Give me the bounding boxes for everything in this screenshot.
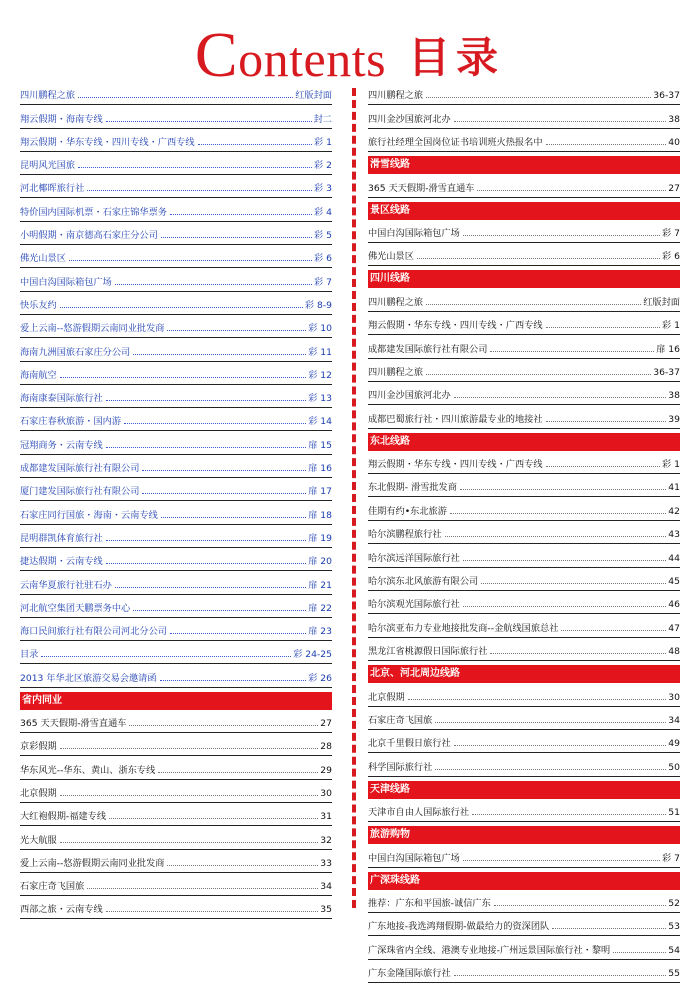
dot-leader	[109, 818, 318, 819]
entry-title: 翔云假期・华东专线・四川专线・广西专线	[368, 317, 544, 331]
entry-title: 河北航空集团天鹏票务中心	[20, 600, 131, 614]
dot-leader	[490, 653, 666, 654]
toc-entry[interactable]	[20, 641, 332, 664]
dot-leader	[161, 517, 306, 518]
toc-entry[interactable]	[368, 451, 680, 474]
dot-leader	[142, 493, 306, 494]
toc-entry[interactable]	[368, 474, 680, 497]
entry-title: 365 天天假期-滑雪直通车	[368, 180, 475, 194]
entry-page: 36-37	[653, 90, 680, 102]
toc-entry[interactable]	[20, 850, 332, 873]
toc-entry[interactable]	[368, 753, 680, 776]
toc-entry[interactable]	[20, 152, 332, 175]
entry-page: 44	[668, 552, 680, 564]
dot-leader	[106, 121, 312, 122]
entry-page: 54	[668, 944, 680, 956]
toc-entry[interactable]	[20, 595, 332, 618]
entry-title: 佛光山景区	[20, 250, 67, 264]
entry-page: 彩 8-9	[304, 299, 332, 311]
dot-leader	[494, 905, 667, 906]
entry-title: 北京假期	[368, 689, 406, 703]
entry-page: 彩 6	[314, 253, 332, 265]
entry-page: 彩 6	[662, 251, 680, 263]
dot-leader	[60, 748, 319, 749]
toc-entry[interactable]	[20, 455, 332, 478]
entry-title: 华东风光--华东、黄山、浙东专线	[20, 762, 156, 776]
entry-title: 四川鹏程之旅	[20, 87, 76, 101]
dot-leader	[546, 327, 660, 328]
toc-entry[interactable]	[368, 614, 680, 637]
toc-entry[interactable]	[368, 638, 680, 661]
entry-page: 红版封面	[295, 90, 332, 102]
dot-leader	[170, 214, 312, 215]
toc-entry[interactable]	[368, 129, 680, 152]
toc-entry[interactable]	[20, 338, 332, 361]
dot-leader	[133, 610, 306, 611]
dot-leader	[60, 795, 319, 796]
toc-entry[interactable]	[368, 105, 680, 128]
entry-page: 43	[668, 529, 680, 541]
entry-title: 小明假期・南京德高石家庄分公司	[20, 227, 159, 241]
toc-entry[interactable]	[368, 405, 680, 428]
entry-page: 30	[320, 787, 332, 799]
entry-page: 彩 7	[662, 852, 680, 864]
title-chinese: 目录	[408, 33, 505, 82]
section-header: 景区线路	[368, 202, 680, 220]
entry-title: 爱上云南--悠游假期云南同业批发商	[20, 855, 165, 869]
dot-leader	[106, 540, 307, 541]
contents-left-column	[20, 82, 332, 919]
entry-title: 特价国内国际机票・石家庄锦华票务	[20, 204, 168, 218]
toc-entry[interactable]	[20, 571, 332, 594]
contents-right-column	[368, 82, 680, 983]
dot-leader	[454, 975, 667, 976]
entry-page: 彩 13	[308, 393, 332, 405]
dot-leader	[115, 587, 306, 588]
entry-title: 成都建发国际旅行社有限公司	[20, 460, 140, 474]
dot-leader	[87, 888, 318, 889]
dot-leader	[160, 680, 307, 681]
entry-title: 河北椰晖旅行社	[20, 180, 85, 194]
toc-entry[interactable]	[20, 198, 332, 221]
entry-page: 35	[320, 904, 332, 916]
entry-title: 中国白沟国际箱包广场	[20, 274, 113, 288]
entry-title: 四川鹏程之旅	[368, 294, 424, 308]
dot-leader	[69, 260, 312, 261]
entry-title: 成都建发国际旅行社有限公司	[368, 341, 488, 355]
entry-title: 四川金沙国旅河北办	[368, 387, 452, 401]
entry-title: 推荐：广东和平国旅-诚信广东	[368, 895, 492, 909]
toc-entry[interactable]	[368, 521, 680, 544]
dot-leader	[158, 772, 318, 773]
entry-page: 封二	[313, 113, 332, 125]
entry-page: 33	[320, 857, 332, 869]
entry-page: 47	[668, 622, 680, 634]
entry-page: 扉 16	[656, 343, 680, 355]
entry-page: 彩 12	[308, 369, 332, 381]
entry-page: 42	[668, 505, 680, 517]
dot-leader	[106, 400, 307, 401]
toc-entry[interactable]	[20, 710, 332, 733]
entry-title: 广东金隆国际旅行社	[368, 965, 452, 979]
entry-page: 30	[668, 691, 680, 703]
toc-entry[interactable]	[368, 683, 680, 706]
entry-page: 红版封面	[643, 296, 680, 308]
toc-entry[interactable]	[20, 896, 332, 919]
entry-page: 彩 2	[314, 160, 332, 172]
section-header: 滑雪线路	[368, 156, 680, 174]
entry-title: 大红袍假期-福建专线	[20, 808, 107, 822]
entry-title: 中国白沟国际箱包广场	[368, 850, 461, 864]
dot-leader	[454, 121, 667, 122]
dot-leader	[445, 536, 667, 537]
entry-page: 40	[668, 137, 680, 149]
dot-leader	[78, 167, 312, 168]
entry-page: 扉 21	[308, 579, 332, 591]
entry-page: 45	[668, 576, 680, 588]
toc-entry[interactable]	[20, 245, 332, 268]
dot-leader	[613, 952, 666, 953]
toc-entry[interactable]	[20, 756, 332, 779]
entry-page: 46	[668, 599, 680, 611]
section-header: 旅游购物	[368, 826, 680, 844]
entry-title: 海口民间旅行社有限公司河北分公司	[20, 623, 168, 637]
toc-entry[interactable]	[368, 799, 680, 822]
toc-entry[interactable]	[20, 478, 332, 501]
toc-entry[interactable]	[20, 175, 332, 198]
dot-leader	[417, 258, 660, 259]
entry-page: 51	[668, 807, 680, 819]
entry-title: 哈尔滨观光国际旅行社	[368, 596, 461, 610]
toc-entry[interactable]	[20, 618, 332, 641]
dot-leader	[463, 860, 660, 861]
dot-leader	[87, 190, 312, 191]
entry-title: 旅行社经理全国岗位证书培训班火热报名中	[368, 134, 544, 148]
section-header: 天津线路	[368, 781, 680, 799]
toc-entry[interactable]	[20, 803, 332, 826]
entry-page: 彩 5	[314, 230, 332, 242]
entry-page: 29	[320, 764, 332, 776]
entry-title: 京彩假期	[20, 738, 58, 752]
dot-leader	[161, 237, 312, 238]
entry-title: 海南康泰国际旅行社	[20, 390, 104, 404]
entry-title: 哈尔滨东北风旅游有限公司	[368, 573, 479, 587]
entry-title: 四川金沙国旅河北办	[368, 111, 452, 125]
entry-page: 36-37	[653, 366, 680, 378]
dot-leader	[142, 470, 306, 471]
entry-page: 彩 11	[308, 346, 332, 358]
entry-title: 目录	[20, 646, 39, 660]
toc-entry[interactable]	[20, 873, 332, 896]
dot-leader	[60, 307, 303, 308]
entry-title: 四川鹏程之旅	[368, 87, 424, 101]
dot-leader	[426, 304, 641, 305]
dot-leader	[552, 928, 666, 929]
toc-entry[interactable]	[20, 733, 332, 756]
toc-entry[interactable]	[368, 335, 680, 358]
entry-title: 石家庄奇飞国旅	[368, 712, 433, 726]
toc-entry[interactable]	[368, 913, 680, 936]
entry-page: 扉 19	[308, 532, 332, 544]
entry-page: 扉 16	[308, 463, 332, 475]
toc-entry[interactable]	[20, 548, 332, 571]
toc-entry[interactable]	[368, 890, 680, 913]
entry-page: 扉 22	[308, 602, 332, 614]
entry-title: 昆明风光国旅	[20, 157, 76, 171]
toc-entry[interactable]	[368, 82, 680, 105]
entry-page: 34	[320, 881, 332, 893]
toc-entry[interactable]	[20, 385, 332, 408]
entry-title: 翔云假期・华东专线・四川专线・广西专线	[20, 134, 196, 148]
entry-title: 中国白沟国际箱包广场	[368, 225, 461, 239]
dot-leader	[60, 377, 306, 378]
entry-page: 彩 1	[314, 136, 332, 148]
dot-leader	[472, 814, 666, 815]
entry-page: 28	[320, 741, 332, 753]
entry-page: 27	[320, 718, 332, 730]
entry-page: 32	[320, 834, 332, 846]
entry-page: 彩 4	[314, 206, 332, 218]
entry-page: 50	[668, 761, 680, 773]
toc-entry[interactable]	[20, 292, 332, 315]
entry-title: 科学国际旅行社	[368, 759, 433, 773]
entry-title: 365 天天假期-滑雪直通车	[20, 715, 127, 729]
dot-leader	[546, 421, 667, 422]
entry-page: 49	[668, 738, 680, 750]
entry-title: 佛光山景区	[368, 248, 415, 262]
column-divider	[352, 88, 356, 908]
toc-entry[interactable]	[20, 268, 332, 291]
entry-page: 扉 15	[308, 439, 332, 451]
dot-leader	[106, 911, 319, 912]
dot-leader	[41, 656, 291, 657]
dot-leader	[124, 423, 306, 424]
dot-leader	[481, 583, 666, 584]
entry-title: 哈尔滨远洋国际旅行社	[368, 550, 461, 564]
section-header: 北京、河北周边线路	[368, 665, 680, 683]
entry-title: 快乐友约	[20, 297, 58, 311]
entry-page: 41	[668, 482, 680, 494]
entry-title: 云南华夏旅行社驻石办	[20, 577, 113, 591]
dot-leader	[454, 397, 667, 398]
toc-entry[interactable]	[368, 497, 680, 520]
toc-entry[interactable]	[368, 544, 680, 567]
toc-entry[interactable]	[368, 288, 680, 311]
entry-title: 翔云假期・海南专线	[20, 111, 104, 125]
toc-entry[interactable]	[20, 222, 332, 245]
entry-title: 广东地接-我选鸿翔假期-做最给力的资深团队	[368, 918, 550, 932]
entry-page: 彩 26	[308, 672, 332, 684]
entry-title: 西部之旅・云南专线	[20, 901, 104, 915]
dot-leader	[561, 630, 666, 631]
entry-title: 爱上云南--悠游假期云南同业批发商	[20, 320, 165, 334]
entry-page: 彩 1	[662, 459, 680, 471]
dot-leader	[167, 330, 306, 331]
entry-title: 翔云假期・华东专线・四川专线・广西专线	[368, 456, 544, 470]
entry-page: 48	[668, 646, 680, 658]
toc-entry[interactable]	[20, 431, 332, 454]
toc-entry[interactable]	[368, 844, 680, 867]
toc-entry[interactable]	[20, 525, 332, 548]
entry-title: 冠翔商务・云南专线	[20, 437, 104, 451]
dot-leader	[198, 144, 312, 145]
toc-entry[interactable]	[368, 312, 680, 335]
entry-page: 彩 10	[308, 323, 332, 335]
toc-entry[interactable]	[368, 591, 680, 614]
entry-page: 彩 3	[314, 183, 332, 195]
entry-page: 34	[668, 714, 680, 726]
entry-title: 北京假期	[20, 785, 58, 799]
entry-title: 天津市自由人国际旅行社	[368, 804, 470, 818]
entry-title: 北京千里假日旅行社	[368, 735, 452, 749]
entry-page: 彩 24-25	[293, 649, 332, 661]
entry-page: 55	[668, 968, 680, 980]
entry-title: 哈尔滨亚布力专业地接批发商--金航线国旅总社	[368, 620, 559, 634]
dot-leader	[454, 745, 667, 746]
toc-entry[interactable]	[20, 780, 332, 803]
dot-leader	[426, 374, 651, 375]
entry-title: 成都巴蜀旅行社・四川旅游最专业的地接社	[368, 411, 544, 425]
dot-leader	[546, 144, 667, 145]
toc-entry[interactable]	[368, 707, 680, 730]
entry-title: 石家庄奇飞国旅	[20, 878, 85, 892]
dot-leader	[435, 722, 666, 723]
dot-leader	[78, 97, 293, 98]
entry-title: 佳期有约•东北旅游	[368, 503, 448, 517]
dot-leader	[426, 97, 651, 98]
entry-page: 扉 23	[308, 626, 332, 638]
entry-page: 38	[668, 113, 680, 125]
dot-leader	[60, 842, 319, 843]
dot-leader	[170, 633, 306, 634]
entry-page: 扉 17	[308, 486, 332, 498]
entry-page: 彩 14	[308, 416, 332, 428]
entry-page: 彩 1	[662, 320, 680, 332]
dot-leader	[477, 190, 666, 191]
toc-entry[interactable]	[368, 382, 680, 405]
entry-title: 东北假期- 滑雪批发商	[368, 479, 458, 493]
entry-title: 海南九洲国旅石家庄分公司	[20, 344, 131, 358]
toc-entry[interactable]	[368, 174, 680, 197]
entry-title: 海南航空	[20, 367, 58, 381]
dot-leader	[167, 865, 318, 866]
dot-leader	[460, 489, 666, 490]
dot-leader	[435, 769, 666, 770]
toc-entry[interactable]	[368, 730, 680, 753]
dot-leader	[490, 351, 654, 352]
section-header: 广深珠线路	[368, 872, 680, 890]
entry-page: 31	[320, 811, 332, 823]
toc-entry[interactable]	[368, 243, 680, 266]
entry-page: 扉 18	[308, 509, 332, 521]
toc-entry[interactable]	[368, 936, 680, 959]
toc-entry[interactable]	[368, 568, 680, 591]
dot-leader	[133, 354, 306, 355]
entry-title: 2013 年华北区旅游交易会邀请函	[20, 670, 158, 684]
dot-leader	[115, 284, 312, 285]
toc-entry[interactable]	[368, 359, 680, 382]
entry-title: 光大航服	[20, 832, 58, 846]
page-title	[0, 18, 699, 90]
entry-page: 彩 7	[314, 276, 332, 288]
toc-entry[interactable]	[20, 408, 332, 431]
entry-page: 彩 7	[662, 227, 680, 239]
dot-leader	[463, 606, 666, 607]
entry-title: 石家庄同行国旅・海南・云南专线	[20, 507, 159, 521]
entry-title: 哈尔滨鹏程旅行社	[368, 526, 443, 540]
entry-page: 53	[668, 921, 680, 933]
entry-title: 四川鹏程之旅	[368, 364, 424, 378]
toc-entry[interactable]	[20, 826, 332, 849]
toc-entry[interactable]	[20, 315, 332, 338]
toc-entry[interactable]	[20, 362, 332, 385]
entry-title: 广深珠省内全线、港澳专业地接-广州远景国际旅行社・黎明	[368, 942, 611, 956]
section-header: 四川线路	[368, 270, 680, 288]
toc-entry[interactable]	[20, 664, 332, 687]
title-english: Contents	[194, 19, 387, 90]
dot-leader	[463, 560, 666, 561]
entry-title: 厦门建发国际旅行社有限公司	[20, 483, 140, 497]
entry-title: 昆明群凯体育旅行社	[20, 530, 104, 544]
dot-leader	[463, 235, 660, 236]
entry-page: 38	[668, 390, 680, 402]
dot-leader	[408, 699, 667, 700]
dot-leader	[106, 563, 307, 564]
toc-entry[interactable]	[20, 129, 332, 152]
dot-leader	[106, 447, 307, 448]
section-header: 省内同业	[20, 692, 332, 710]
entry-title: 捷达假期・云南专线	[20, 553, 104, 567]
entry-page: 扉 20	[308, 556, 332, 568]
toc-entry[interactable]	[368, 960, 680, 983]
entry-page: 39	[668, 413, 680, 425]
toc-entry[interactable]	[20, 105, 332, 128]
dot-leader	[546, 466, 660, 467]
toc-entry[interactable]	[368, 220, 680, 243]
entry-title: 黑龙江省桃源假日国际旅行社	[368, 643, 488, 657]
entry-title: 石家庄春秋旅游・国内游	[20, 413, 122, 427]
dot-leader	[450, 513, 666, 514]
entry-page: 27	[668, 182, 680, 194]
dot-leader	[129, 725, 318, 726]
entry-page: 52	[668, 897, 680, 909]
toc-entry[interactable]	[20, 501, 332, 524]
toc-entry[interactable]	[20, 82, 332, 105]
section-header: 东北线路	[368, 433, 680, 451]
